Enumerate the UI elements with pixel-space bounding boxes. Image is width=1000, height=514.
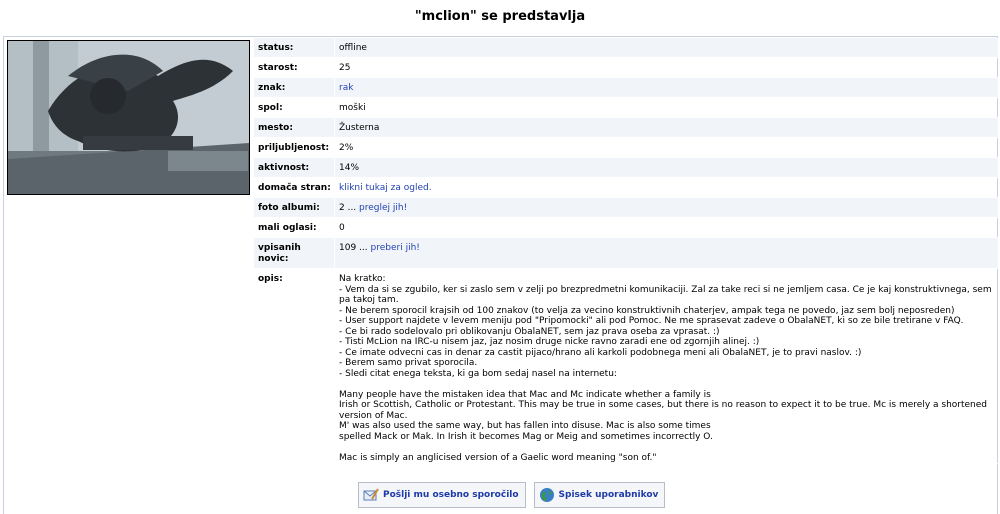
profile-row-label: vpisanih novic: [258, 243, 301, 264]
profile-row [254, 38, 998, 58]
profile-row-value [334, 98, 998, 117]
profile-row [254, 178, 998, 198]
profile-row [254, 158, 998, 178]
profile-row-label: mali oglasi: [258, 223, 317, 233]
profile-row [254, 118, 998, 138]
profile-row-description [254, 269, 998, 464]
profile-value-link[interactable]: rak [339, 83, 354, 93]
profile-row [254, 198, 998, 218]
page-title: "mclion" se predstavlja [414, 9, 586, 24]
profile-row-value [334, 238, 998, 268]
profile-row-value [334, 58, 998, 77]
globe-icon [539, 487, 555, 503]
profile-row-label: mesto: [258, 123, 293, 133]
profile-row-label: status: [258, 43, 294, 53]
profile-value-text: 2% [339, 143, 354, 153]
description-text: Na kratko: - Vem da si se zgubilo, ker si zaslo sem v zelji po brezpredmetni komunikaciji. Zal za take reci si ne jemljem casa. Ce je kaj konstruktivnega, sem pa takoj tam. - Ne berem sporocil krajsih od 100 znakov (to velja za vecino konstruktivnih chaterjev, ampak tega ne povedo, jaz sem bolj neposreden) - User support najdete v levem meniju pod "Pripomocki" ali pod Pomoc. Ne me sprasevat zadeve o ObalaNET, ki so ze bile tretirane v FAQ. - Ce bi rado sodelovalo pri oblikovanju ObalaNET, sem jaz prava oseba za vprasat. :) - Tisti McLion na IRC-u nisem jaz, jaz nosim druge nicke ravno zaradi ene od zgornjih alinej. :) - Ce imate odvecni cas in denar za castit pijaco/hrano ali karkoli podobnega meni ali ObalaNET, je to pravi naslov. :) - Berem samo privat sporocila. - Sledi citat enega teksta, ki ga bom sedaj nasel na internetu: Many people have the mistaken idea that Mac and Mc indicate whether a family is Irish or Scottish, Catholic or Protestant. This may be true in some cases, but there is no reason to expect it to be true. Mc is merely a shortened version of Mac. M' was also used the same way, but has fallen into disuse. Mac is also some times spelled Mack or Mak. In Irish it becomes Mag or Meig and sometimes incorrectly O. Mac is simply an anglicised version of a Gaelic word meaning "son of." [334, 269, 998, 463]
profile-row-label: spol: [258, 103, 283, 113]
profile-value-text: 25 [339, 63, 351, 73]
action-buttons [358, 482, 665, 508]
winged-lion-image [8, 41, 249, 194]
profile-row-value [334, 118, 998, 137]
profile-photo[interactable] [7, 40, 250, 195]
profile-value-link[interactable]: preberi jih! [370, 243, 420, 253]
profile-row-label: priljubljenost: [258, 143, 330, 153]
profile-row-value [334, 78, 998, 97]
profile-details [254, 38, 998, 464]
profile-row-value [334, 218, 998, 237]
profile-row [254, 238, 998, 269]
profile-row [254, 138, 998, 158]
user-list-label: Spisek uporabnikov [558, 490, 659, 500]
profile-row-value [334, 158, 998, 177]
profile-row [254, 78, 998, 98]
profile-value-text: moški [339, 103, 366, 113]
profile-row-label: foto albumi: [258, 203, 320, 213]
profile-value-text: 0 [339, 223, 345, 233]
profile-value-text: 109 ... [339, 243, 368, 253]
profile-value-link[interactable]: preglej jih! [359, 203, 408, 213]
profile-value-text: offline [339, 43, 367, 53]
profile-value-link[interactable]: klikni tukaj za ogled. [339, 183, 432, 193]
send-message-label: Pošlji mu osebno sporočilo [383, 490, 519, 500]
profile-row-value [334, 198, 998, 217]
profile-value-text: 14% [339, 163, 360, 173]
profile-row-value [334, 38, 998, 57]
profile-row-label: aktivnost: [258, 163, 310, 173]
profile-value-text: 2 ... [339, 203, 357, 213]
profile-value-text: Žusterna [339, 123, 380, 133]
profile-row-value [334, 138, 998, 157]
photo-column [4, 40, 251, 195]
send-message-button[interactable] [358, 482, 526, 508]
envelope-pencil-icon [363, 487, 379, 503]
profile-row [254, 98, 998, 118]
profile-row [254, 218, 998, 238]
profile-row-label: znak: [258, 83, 286, 93]
profile-row-value [334, 178, 998, 197]
user-list-button[interactable] [534, 482, 666, 508]
profile-row-label: starost: [258, 63, 298, 73]
description-label: opis: [258, 274, 283, 284]
profile-row [254, 58, 998, 78]
profile-row-label: domača stran: [258, 183, 331, 193]
